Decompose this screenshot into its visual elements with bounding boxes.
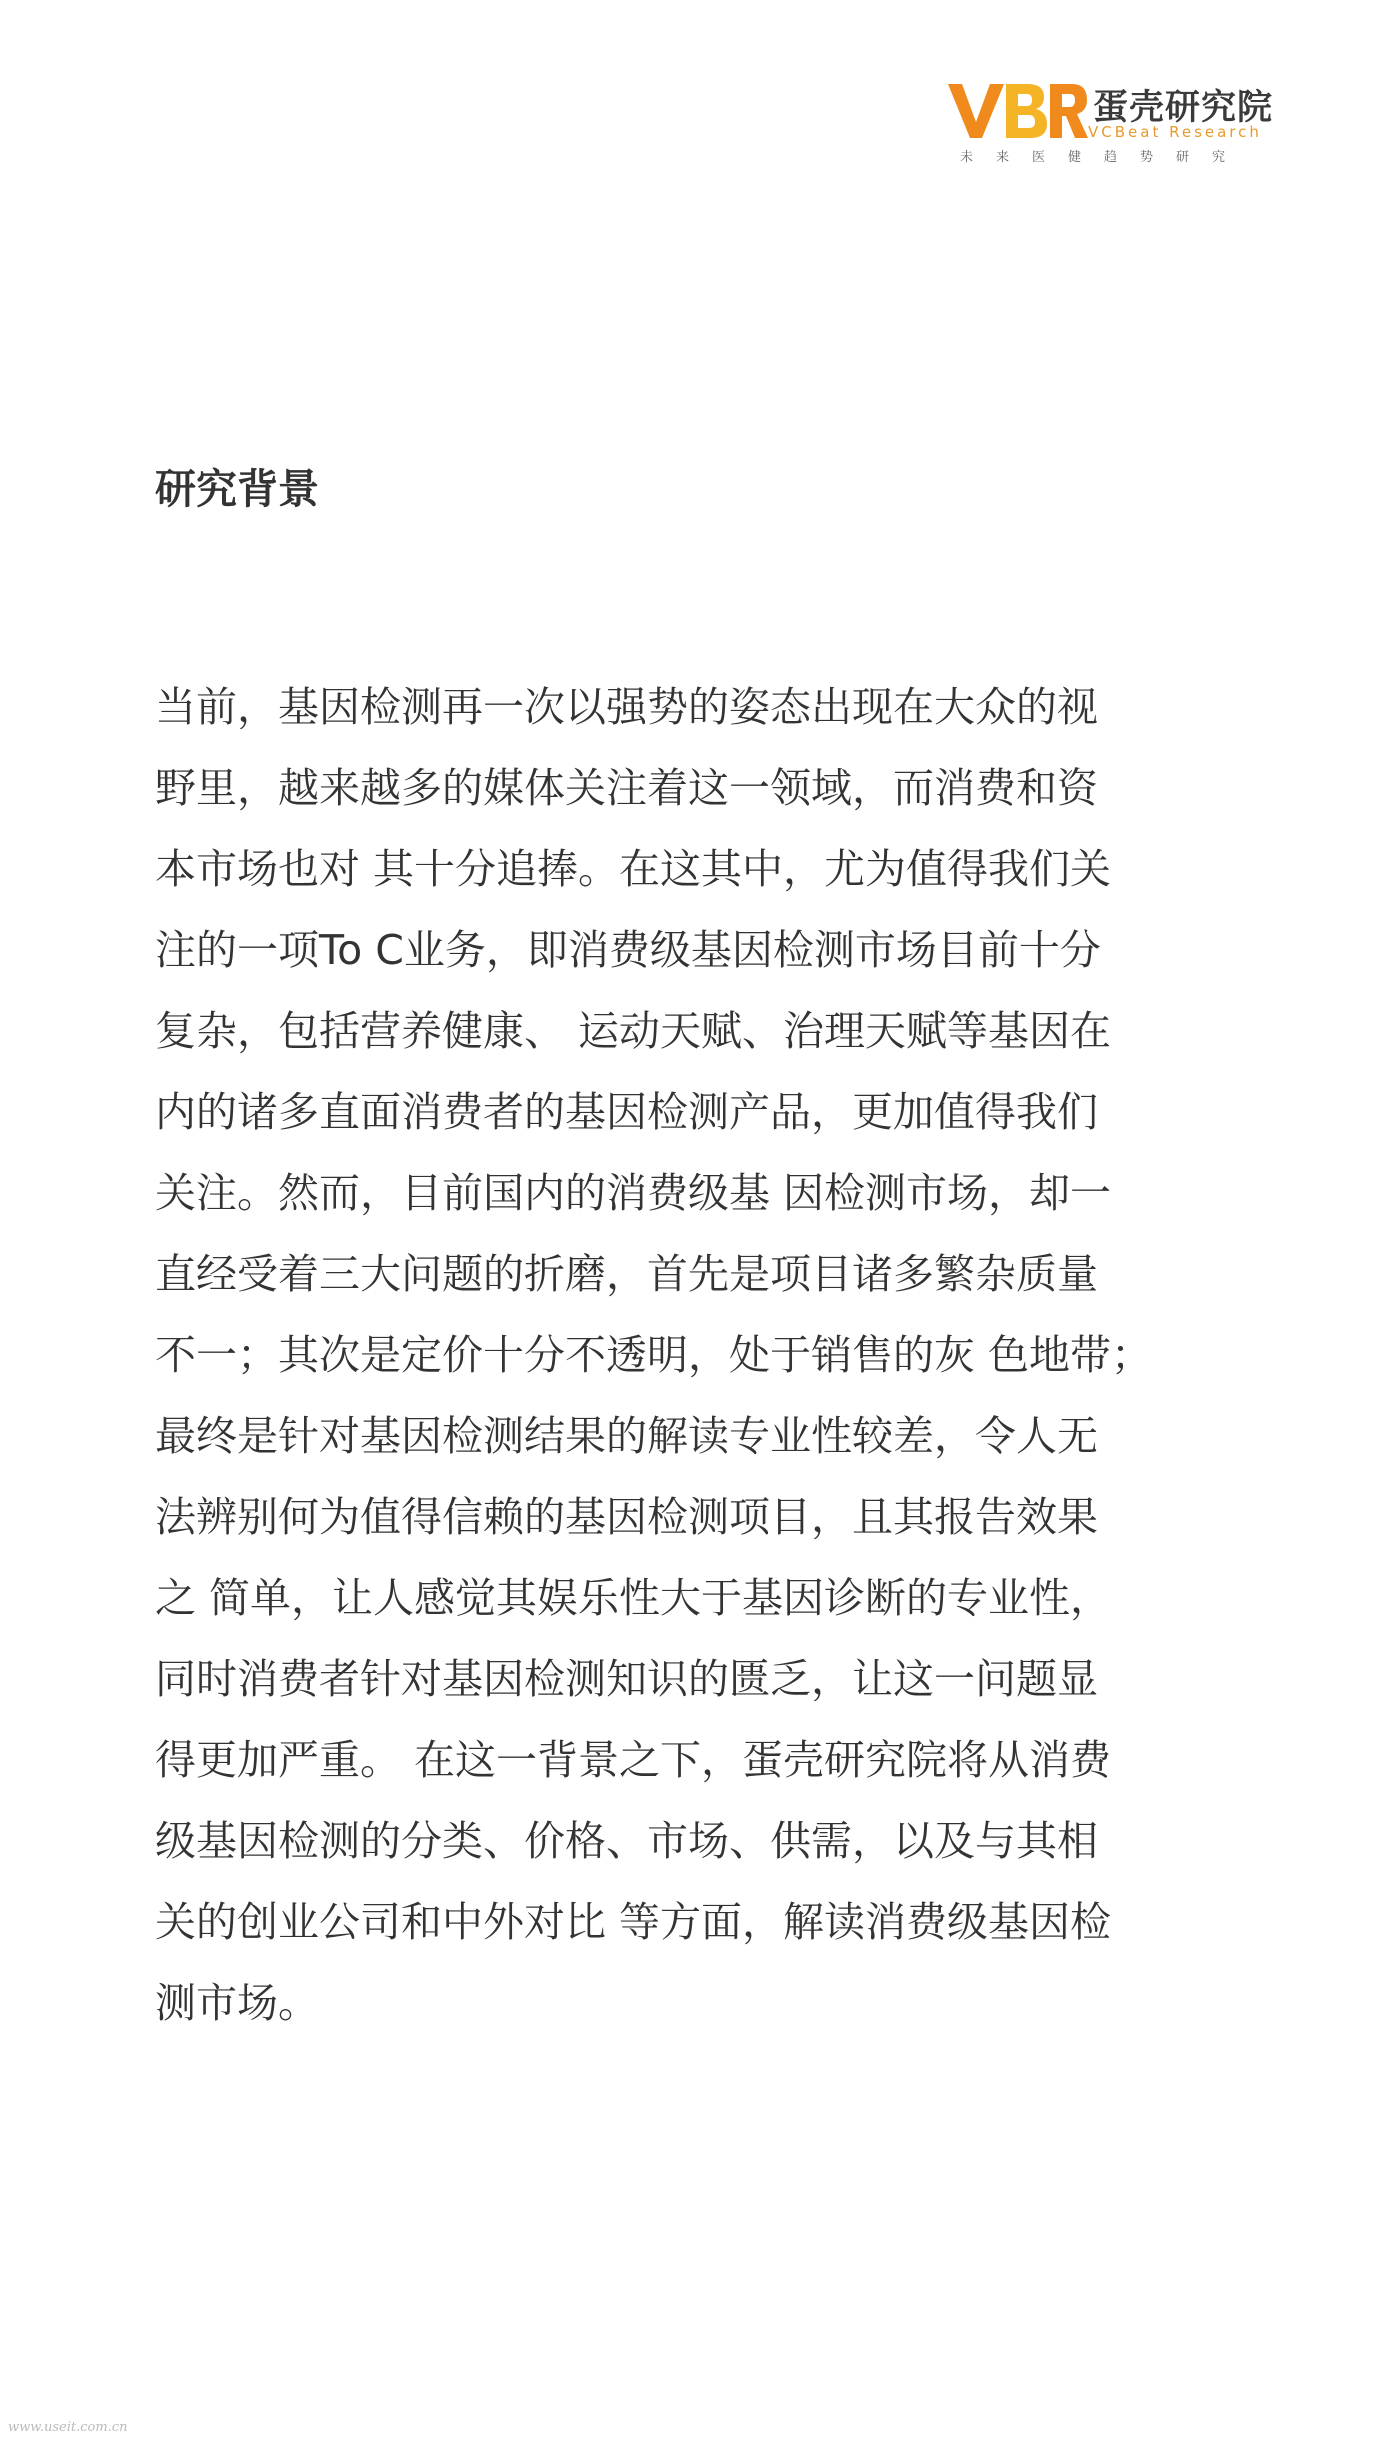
paragraph-line: 测市场。 [155, 1979, 319, 2027]
paragraph-line: 得更加严重。 在这一背景之下，蛋壳研究院将从消费 [155, 1736, 1112, 1784]
paragraph-line: 内的诸多直面消费者的基因检测产品，更加值得我们 [155, 1088, 1098, 1136]
paragraph-line: 法辨别何为值得信赖的基因检测项目，且其报告效果 [155, 1493, 1098, 1541]
logo-slogan: 未来医健趋势研究 [960, 150, 1249, 165]
vbr-logo-mark [948, 82, 1088, 140]
paragraph-line: 注的一项To C业务，即消费级基因检测市场目前十分 [155, 926, 1101, 974]
section-title: 研究背景 [155, 465, 319, 513]
paragraph-line: 最终是针对基因检测结果的解读专业性较差，令人无 [155, 1412, 1098, 1460]
paragraph-line: 野里，越来越多的媒体关注着这一领域，而消费和资 [155, 764, 1098, 812]
logo-name-en: VCBeat Research [1088, 123, 1262, 141]
logo-name-cn: 蛋壳研究院 [1093, 88, 1274, 128]
paragraph-line: 当前，基因检测再一次以强势的姿态出现在大众的视 [155, 683, 1098, 731]
paragraph-line: 复杂，包括营养健康、 运动天赋、治理天赋等基因在 [155, 1007, 1112, 1055]
paragraph-line: 本市场也对 其十分追捧。在这其中，尤为值得我们关 [155, 845, 1112, 893]
paragraph-line: 之 简单，让人感觉其娱乐性大于基因诊断的专业性， [155, 1574, 1112, 1622]
paragraph-line: 直经受着三大问题的折磨，首先是项目诸多繁杂质量 [155, 1250, 1098, 1298]
paragraph-line: 关注。然而，目前国内的消费级基 因检测市场，却一 [155, 1169, 1112, 1217]
paragraph-line: 关的创业公司和中外对比 等方面，解读消费级基因检 [155, 1898, 1112, 1946]
watermark: www.useit.com.cn [8, 2420, 128, 2435]
paragraph-line: 不一；其次是定价十分不透明，处于销售的灰 色地带； [155, 1331, 1153, 1379]
vcbeat-research-logo [948, 80, 1278, 172]
body-paragraph [155, 667, 1255, 2044]
paragraph-line: 级基因检测的分类、价格、市场、供需，以及与其相 [155, 1817, 1098, 1865]
paragraph-line: 同时消费者针对基因检测知识的匮乏，让这一问题显 [155, 1655, 1098, 1703]
